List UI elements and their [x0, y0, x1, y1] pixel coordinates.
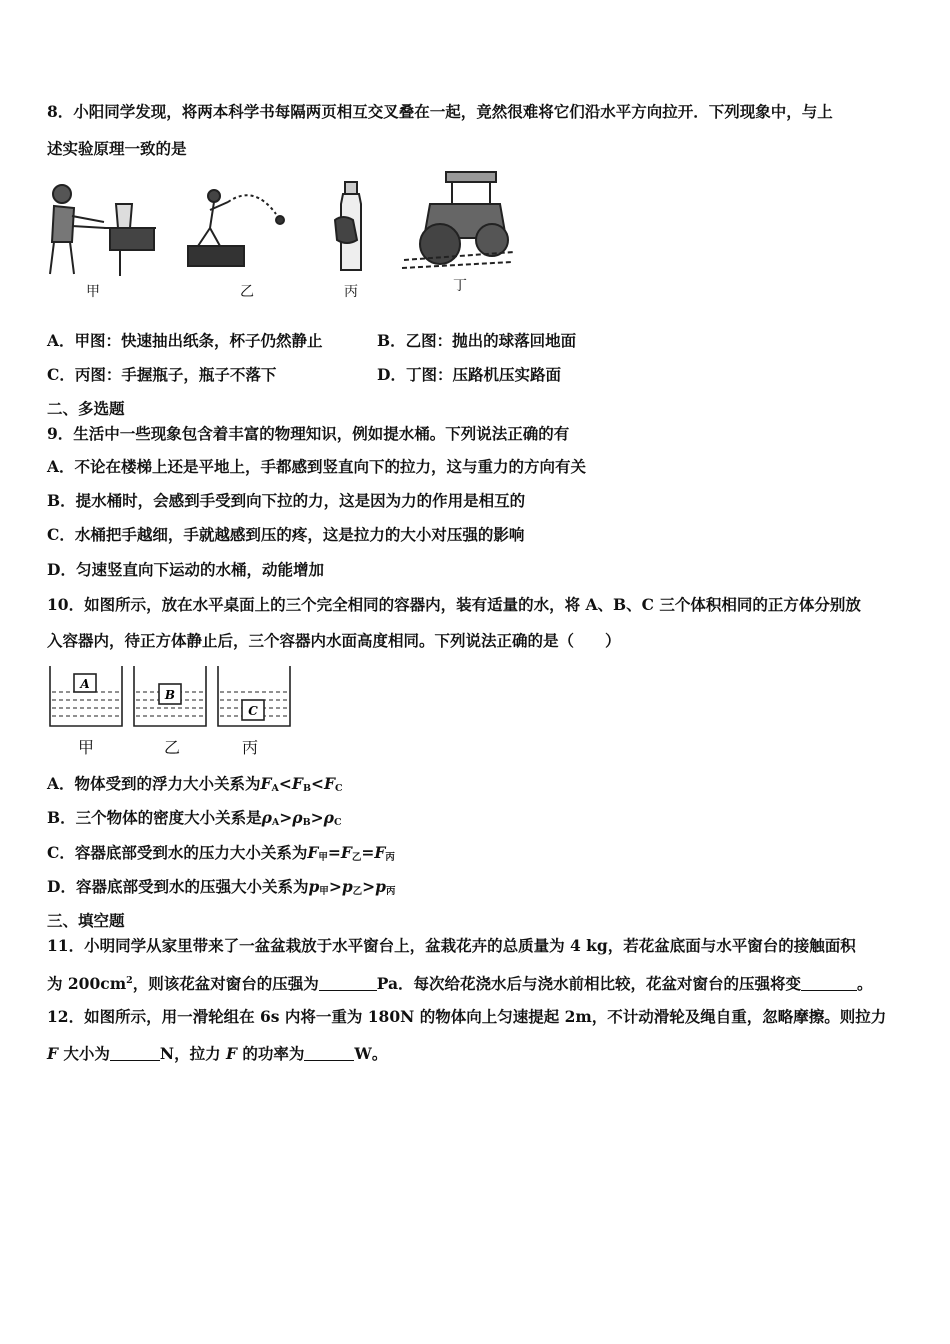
- q8-figure-label-yi: 乙: [240, 284, 254, 300]
- section-title-multiple-choice: 二、多选题: [47, 399, 125, 418]
- q9-option-d: D．匀速竖直向下运动的水桶，动能增加: [47, 560, 324, 579]
- q10-option-c: C．容器底部受到水的压力大小关系为$F_甲=F_乙=F_丙$: [47, 843, 395, 863]
- q9-option-c: C．水桶把手越细，手就越感到压的疼，这是拉力的大小对压强的影响: [47, 525, 525, 544]
- q12-stem-line1: 12．如图所示，用一滑轮组在 6s 内将一重为 180N 的物体向上匀速提起 2m，不计动滑轮及绳自重，忽略摩擦。则拉力: [47, 1007, 887, 1026]
- section-title-fill-in: 三、填空题: [47, 911, 125, 930]
- q9-stem: 9．生活中一些现象包含着丰富的物理知识，例如提水桶。下列说法正确的有: [47, 424, 570, 443]
- q11-stem-line2: 为 $200cm^2$，则该花盆对窗台的压强为 Pa．每次给花浇水后与浇水前相比较，花盆对窗台的压强将变 。: [47, 974, 873, 993]
- q8-figure-label-jia: 甲: [86, 284, 100, 300]
- q8-option-b: B．乙图：抛出的球落回地面: [377, 331, 577, 350]
- q10-containers-figure: [44, 664, 294, 732]
- q9-option-a: A．不论在楼梯上还是平地上，手都感到竖直向下的拉力，这与重力的方向有关: [47, 457, 587, 476]
- q8-option-a: A．甲图：快速抽出纸条，杯子仍然静止: [47, 331, 323, 350]
- q8-figure-jia: [44, 182, 159, 278]
- q8-figure-label-ding: 丁: [453, 278, 467, 294]
- q11-stem-line1: 11．小明同学从家里带来了一盆盆栽放于水平窗台上，盆栽花卉的总质量为 4 kg，若花盆底面与水平窗台的接触面积: [47, 936, 856, 955]
- block-label-b: B: [164, 688, 176, 702]
- q10-figure-label-bing: 丙: [242, 738, 259, 757]
- q12-blank-power[interactable]: [304, 1045, 354, 1061]
- q9-option-b: B．提水桶时，会感到手受到向下拉的力，这是因为力的作用是相互的: [47, 491, 526, 510]
- q8-figure-yi: [184, 184, 294, 274]
- q8-option-c: C．丙图：手握瓶子，瓶子不落下: [47, 365, 277, 384]
- q10-option-a: A．物体受到的浮力大小关系为$F_A<F_B<F_C$: [47, 774, 343, 794]
- block-label-a: A: [80, 677, 90, 691]
- q8-figure-label-bing: 丙: [344, 284, 358, 300]
- q11-blank-pressure[interactable]: [319, 975, 377, 991]
- q11-blank-change[interactable]: [801, 975, 857, 991]
- q10-figure-label-yi: 乙: [164, 738, 181, 757]
- q10-stem-line1: 10．如图所示，放在水平桌面上的三个完全相同的容器内，装有适量的水，将 A、B、C 三个体积相同的正方体分别放: [47, 595, 861, 614]
- q12-blank-force[interactable]: [110, 1045, 160, 1061]
- q10-figure-label-jia: 甲: [78, 738, 95, 757]
- q8-stem-line1: 8．小阳同学发现，将两本科学书每隔两页相互交叉叠在一起，竟然很难将它们沿水平方向拉开．下列现象中，与上: [47, 102, 833, 121]
- q10-option-b: B．三个物体的密度大小关系是$\rho_A>\rho_B>\rho_C$: [47, 808, 342, 828]
- q8-option-d: D．丁图：压路机压实路面: [377, 365, 561, 384]
- q10-option-d: D．容器底部受到水的压强大小关系为$p_甲>p_乙>p_丙$: [47, 877, 396, 897]
- block-label-c: C: [248, 704, 258, 718]
- q8-figure-ding: [400, 168, 518, 276]
- q8-figure-bing: [333, 180, 369, 276]
- q8-stem-line2: 述实验原理一致的是: [47, 139, 187, 158]
- q12-stem-line2: F 大小为 N，拉力 F 的功率为 W。: [47, 1044, 388, 1063]
- q10-stem-line2: 入容器内，待正方体静止后，三个容器内水面高度相同。下列说法正确的是（ ）: [47, 631, 621, 650]
